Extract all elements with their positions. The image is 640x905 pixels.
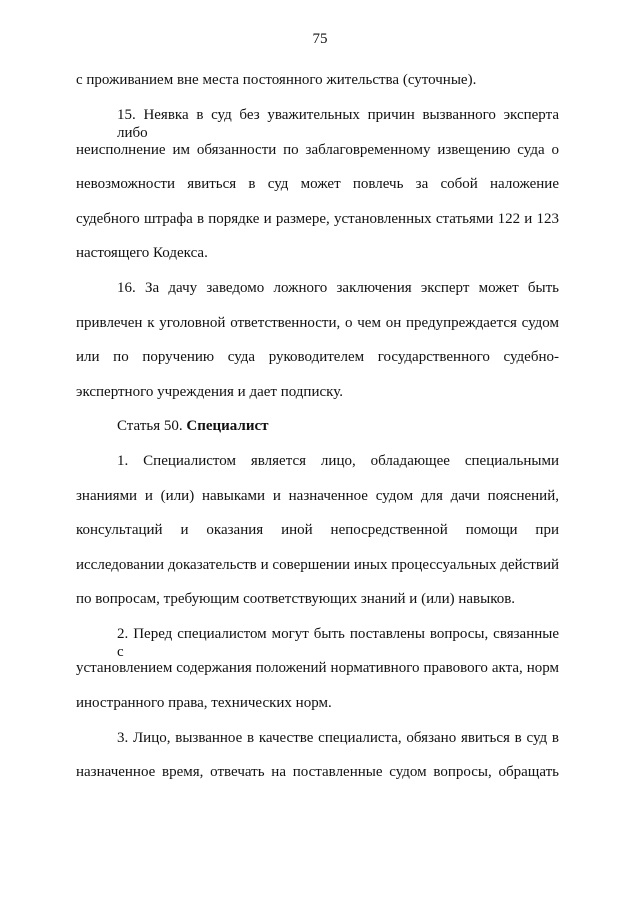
text-line: невозможности явиться в суд может повлечь за собой наложение <box>76 176 559 192</box>
paragraph-3-line: 3. Лицо, вызванное в качестве специалиста, обязано явиться в суд в <box>117 730 559 746</box>
text-line: настоящего Кодекса. <box>76 245 208 261</box>
paragraph-15-line: 15. Неявка в суд без уважительных причин вызванного эксперта либо <box>117 107 559 141</box>
text-line: знаниями и (или) навыками и назначенное судом для дачи пояснений, <box>76 488 559 504</box>
text-line: экспертного учреждения и дает подписку. <box>76 384 343 400</box>
text-line: с проживанием вне места постоянного жительства (суточные). <box>76 72 477 88</box>
page-number: 75 <box>312 31 328 47</box>
text-line: установлением содержания положений нормативного правового акта, норм <box>76 660 559 676</box>
text-line: консультаций и оказания иной непосредственной помощи при <box>76 522 559 538</box>
text-line: привлечен к уголовной ответственности, о чем он предупреждается судом <box>76 315 559 331</box>
paragraph-1-line: 1. Специалистом является лицо, обладающее специальными <box>117 453 559 469</box>
paragraph-16-line: 16. За дачу заведомо ложного заключения эксперт может быть <box>117 280 559 296</box>
paragraph-2-line: 2. Перед специалистом могут быть поставлены вопросы, связанные с <box>117 626 559 660</box>
text-line: исследовании доказательств и совершении иных процессуальных действий <box>76 557 559 573</box>
text-line: по вопросам, требующим соответствующих знаний и (или) навыков. <box>76 591 516 607</box>
text-line: неисполнение им обязанности по заблаговременному извещению суда о <box>76 142 559 158</box>
article-number: Статья 50. <box>117 418 187 434</box>
text-line: иностранного права, технических норм. <box>76 695 332 711</box>
article-title: Специалист <box>186 418 269 434</box>
article-heading <box>117 417 269 435</box>
text-line: назначенное время, отвечать на поставленные судом вопросы, обращать <box>76 764 559 780</box>
text-line: или по поручению суда руководителем государственного судебно- <box>76 349 559 365</box>
text-line: судебного штрафа в порядке и размере, установленных статьями 122 и 123 <box>76 211 559 227</box>
